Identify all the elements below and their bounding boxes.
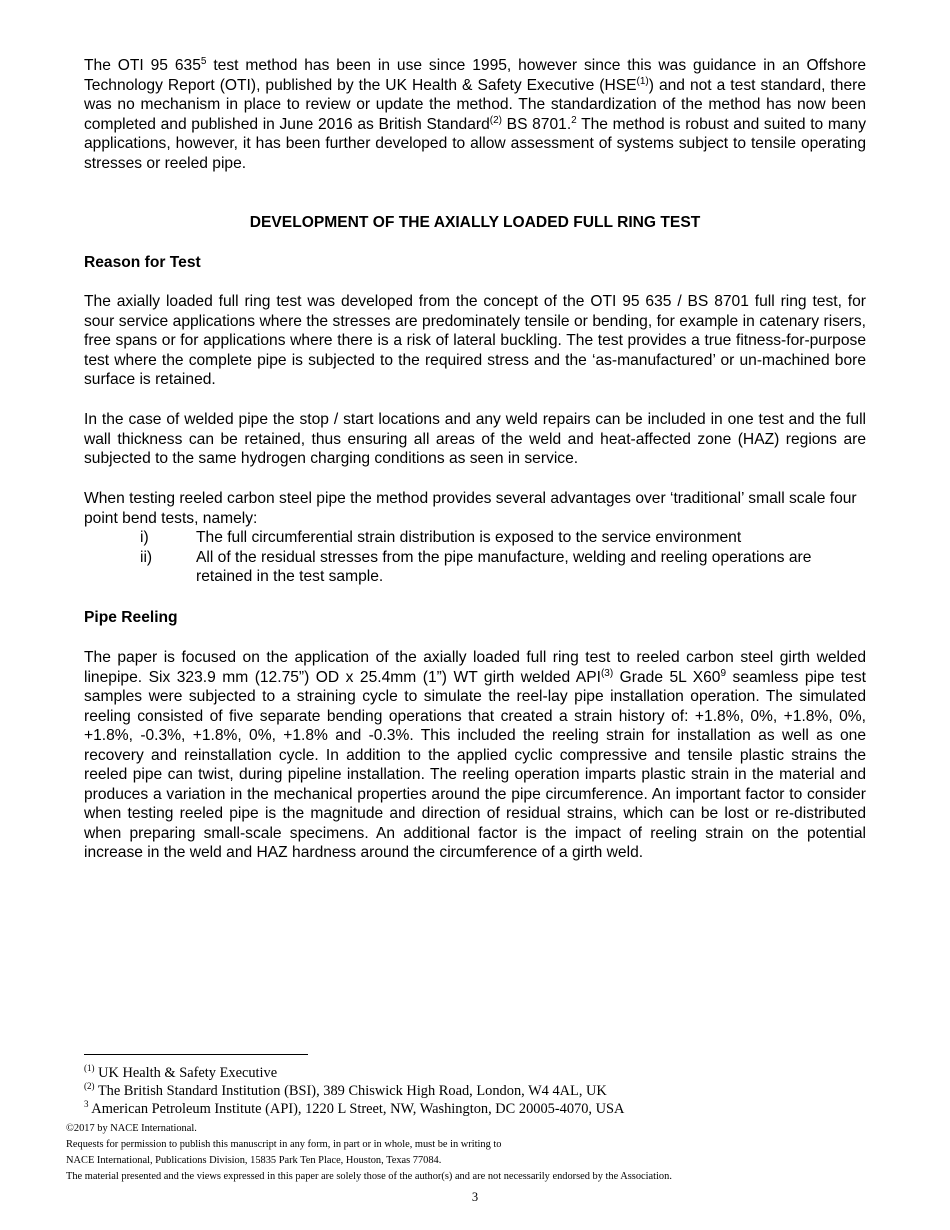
- list-item-text: All of the residual stresses from the pipe manufacture, welding and reeling operations are retained in the test sample.: [196, 548, 812, 585]
- list-item-number: ii): [140, 548, 153, 566]
- intro-sup-3: (2): [489, 114, 502, 126]
- reason-paragraph-1: The axially loaded full ring test was developed from the concept of the OTI 95 635 / BS 8701 full ring test, for sour service applications where the stresses are predominately tensile or bending, for example in catenary risers, free spans or for applications where there is a risk of lateral buckling. The test provides a true fitness-for-purpose test where the complete pipe is subjected to the required stress and the ‘as-manufactured’ or un-machined bore surface is retained.: [84, 293, 866, 388]
- reason-paragraph-3: When testing reeled carbon steel pipe the method provides several advantages over ‘traditional’ small scale four point bend tests, namely:: [84, 490, 857, 527]
- disclaimer-line: The material presented and the views expressed in this paper are solely those of the author(s) and are not necessarily endorsed by the Association.: [66, 1171, 672, 1182]
- reeling-text-2: Grade 5L X60: [613, 668, 721, 686]
- list-item-number: i): [140, 529, 149, 546]
- reeling-sup-2: 9: [720, 667, 727, 679]
- reason-paragraph-2: In the case of welded pipe the stop / start locations and any weld repairs can be included in one test and the full wall thickness can be retained, thus ensuring all areas of the weld and heat-affected zone (HAZ) regions are subjected to the same hydrogen charging conditions as seen in service.: [84, 411, 866, 467]
- address-line: NACE International, Publications Division, 15835 Park Ten Place, Houston, Texas 77084.: [66, 1155, 442, 1166]
- footnote-1: [84, 1064, 277, 1082]
- permission-line: Requests for permission to publish this manuscript in any form, in part or in whole, must be in writing to: [66, 1139, 502, 1150]
- intro-sup-2: (1): [636, 75, 649, 87]
- footnote-text: UK Health & Safety Executive: [94, 1065, 278, 1081]
- footnote-divider: [84, 1054, 308, 1055]
- advantages-list: [84, 528, 866, 587]
- section-title: DEVELOPMENT OF THE AXIALLY LOADED FULL RING TEST: [249, 214, 701, 231]
- reeling-paragraph: [84, 648, 866, 863]
- footnote-2: [84, 1082, 607, 1100]
- reeling-text-1: The paper is focused on the application of the axially loaded full ring test to reeled carbon steel girth welded linepipe. Six 323.9 mm (12.75”) OD x 25.4mm (1”) WT girth welded API: [84, 649, 866, 686]
- reeling-sup-1: (3): [600, 667, 614, 679]
- copyright-line: ©2017 by NACE International.: [66, 1123, 197, 1134]
- footnote-text: The British Standard Institution (BSI), 389 Chiswick High Road, London, W4 4AL, UK: [94, 1083, 607, 1099]
- footnote-3: [84, 1100, 624, 1118]
- intro-sup-1: 5: [200, 55, 207, 67]
- footnote-mark: 3: [84, 1099, 89, 1110]
- intro-text-4: BS 8701.: [502, 115, 572, 133]
- list-item-text: The full circumferential strain distribution is exposed to the service environment: [196, 529, 742, 546]
- intro-text-1: The OTI 95 635: [84, 57, 201, 74]
- list-item: [84, 548, 866, 587]
- reeling-text-3: seamless pipe test samples were subjected to a straining cycle to simulate the reel-lay pipe installation operation. The simulated reeling consisted of five separate bending operations that created a strain history of: +1.8%, 0%, +1.8%, 0%, +1.8%, -0.3%, +1.8%, 0%, +1.8% and -0.3%. This included the reeling strain for installation as well as one recovery and reinstallation cycle. In addition to the applied cyclic compressive and tensile plastic strains the reeled pipe can twist, during pipeline installation. The reeling operation imparts plastic strain in the material and produces a variation in the mechanical properties around the pipe circumference. An important factor to consider when testing reeled pipe is the magnitude and direction of residual strains, which can be lost or re-distributed when preparing small-scale specimens. An additional factor is the impact of reeling strain on the potential increase in the weld and HAZ hardness around the circumference of a girth weld.: [84, 668, 866, 861]
- intro-text-3: ) and not a test standard, there was no mechanism in place to review or update the method. The standardization of the method has now been completed and published in June 2016 as British Standard: [84, 76, 867, 133]
- intro-sup-4: 2: [571, 114, 577, 126]
- intro-paragraph: [84, 56, 866, 173]
- reeling-heading: Pipe Reeling: [84, 609, 178, 626]
- page-number: 3: [471, 1190, 479, 1204]
- list-item: [84, 528, 866, 548]
- footnote-mark: (1): [84, 1063, 95, 1074]
- footnote-mark: (2): [84, 1081, 95, 1092]
- intro-text-5: The method is robust and suited to many applications, however, it has been further developed to allow assessment of systems subject to tensile operating stresses or reeled pipe.: [84, 115, 866, 172]
- footnote-text: American Petroleum Institute (API), 1220 L Street, NW, Washington, DC 20005-4070, USA: [88, 1101, 625, 1117]
- reason-heading: Reason for Test: [84, 254, 201, 271]
- intro-text-2: test method has been in use since 1995, however since this was guidance in an Offshore Technology Report (OTI), published by the UK Health & Safety Executive (HSE: [84, 57, 866, 94]
